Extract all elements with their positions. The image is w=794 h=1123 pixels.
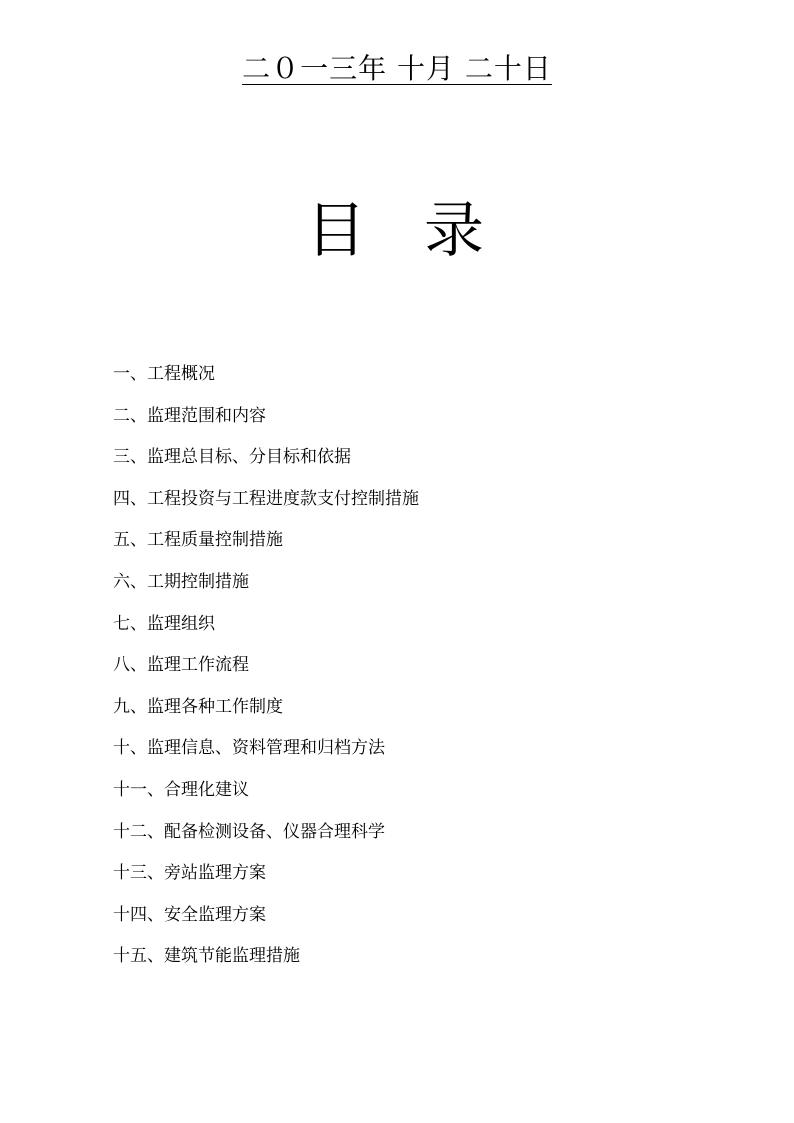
toc-item: 一、工程概况 — [113, 364, 215, 384]
toc-title-char-2: 录 — [424, 196, 488, 266]
date-text: 二０一三年 十月 二十日 — [242, 52, 552, 85]
toc-title — [0, 196, 794, 266]
toc-item: 十二、配备检测设备、仪器合理科学 — [113, 821, 385, 842]
toc-item: 十一、合理化建议 — [113, 779, 249, 800]
toc-item: 三、监理总目标、分目标和依据 — [113, 447, 351, 468]
toc-item: 七、监理组织 — [113, 613, 215, 634]
toc-item: 十四、安全监理方案 — [113, 904, 266, 925]
toc-item: 六、工期控制措施 — [113, 571, 249, 592]
toc-item: 十五、建筑节能监理措施 — [113, 946, 300, 967]
toc-item: 二、监理范围和内容 — [113, 405, 266, 426]
toc-item: 十、监理信息、资料管理和归档方法 — [113, 738, 385, 759]
toc-item: 九、监理各种工作制度 — [113, 696, 283, 717]
table-of-contents — [113, 362, 419, 986]
toc-item: 五、工程质量控制措施 — [113, 530, 283, 551]
document-date — [0, 52, 794, 86]
toc-item: 四、工程投资与工程进度款支付控制措施 — [113, 488, 419, 509]
toc-item: 十三、旁站监理方案 — [113, 863, 266, 884]
toc-title-char-1: 目 — [306, 196, 370, 266]
toc-item: 八、监理工作流程 — [113, 655, 249, 676]
